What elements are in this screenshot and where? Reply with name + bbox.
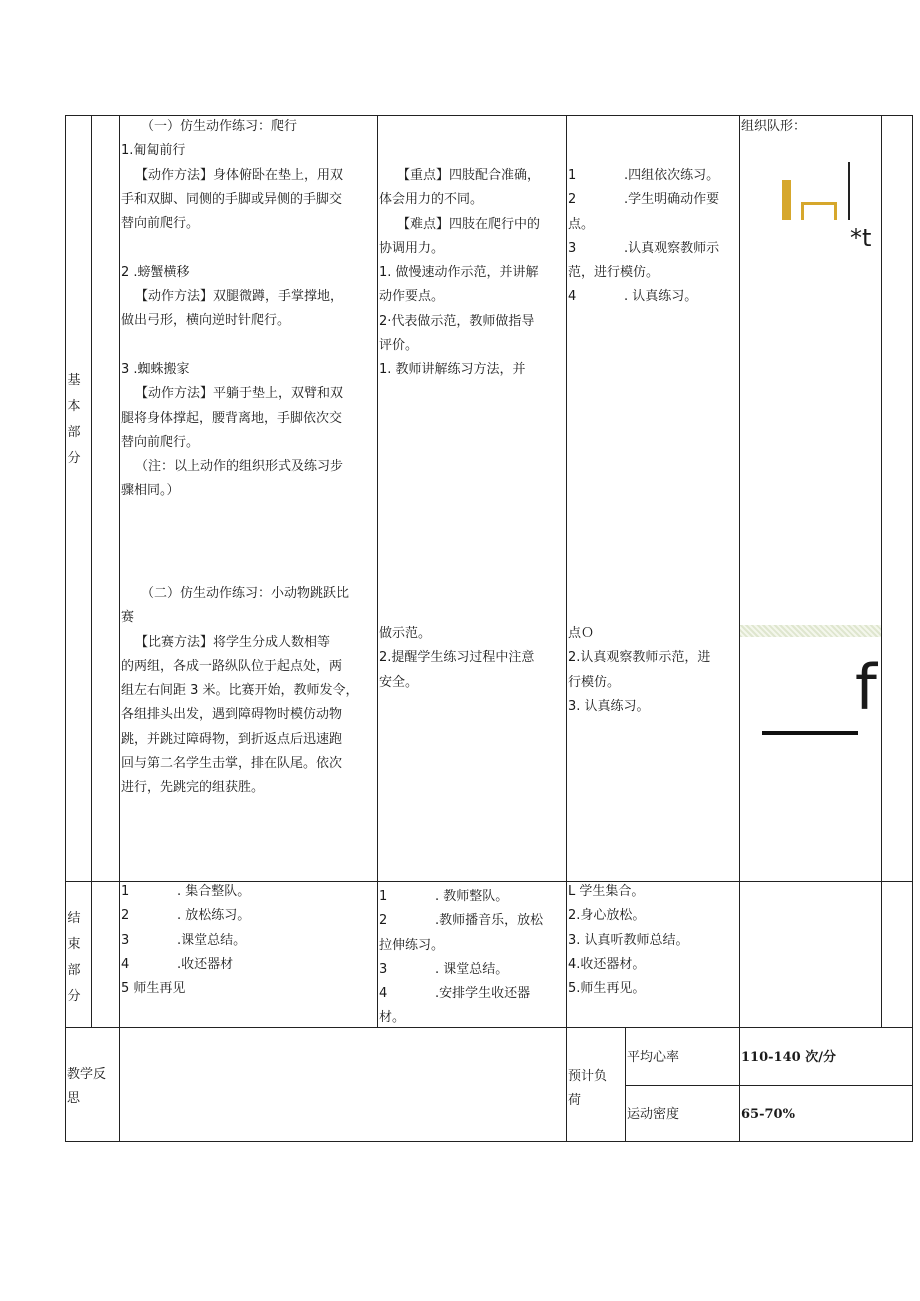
text-line: 进行，先跳完的组获胜。	[121, 780, 265, 796]
basic-student-bottom	[568, 622, 710, 719]
basic-teacher-bottom	[379, 622, 534, 695]
text-line: 跳，并跳过障碍物，到折返点后迅速跑	[121, 731, 343, 747]
list-item: 4 . 认真练习。	[568, 289, 698, 305]
reflection-label: 教学反 思	[67, 1067, 107, 1106]
gold-bracket	[801, 202, 837, 220]
list-item: 4.收还器材。	[568, 956, 646, 972]
list-item: 点。	[568, 216, 595, 232]
text-line: 【动作方法】双腿微蹲，手掌撑地，	[135, 289, 344, 305]
text-line	[121, 236, 343, 260]
heart-rate-label: 平均心率	[627, 1050, 680, 1065]
text-line: 的两组，各成一路纵队位于起点处，两	[121, 658, 343, 674]
end-teacher	[379, 885, 543, 1031]
section-end-label: 结 束 部 分	[67, 911, 81, 1004]
list-item: 3 . 课堂总结。	[379, 961, 509, 977]
item-title: 1.匍匐前行	[121, 143, 186, 159]
basic-teacher-top	[379, 164, 540, 383]
list-item: 拉伸练习。	[379, 937, 445, 953]
text-line: 手和双脚、同侧的手脚或异侧的手脚交	[121, 191, 343, 207]
list-item: 3. 认真听教师总结。	[568, 932, 689, 948]
list-item: 1 .四组依次练习。	[568, 168, 720, 183]
text-line: 2.提醒学生练习过程中注意	[379, 650, 535, 666]
text-line: 2·代表做示范，教师做指导	[379, 313, 535, 329]
text-line: 组左右间距 3 米。比赛开始，教师发令，	[121, 683, 359, 699]
text-line: 2.认真观察教师示范，进	[568, 650, 711, 666]
text-line: 【动作方法】平躺于垫上，双臂和双	[135, 386, 344, 402]
list-item: 范，进行模仿。	[568, 265, 660, 281]
text-line: 1. 做慢速动作示范，并讲解	[379, 265, 539, 281]
list-item: 3 .课堂总结。	[121, 932, 247, 948]
list-item: 2 . 放松练习。	[121, 908, 251, 924]
text-line: 动作要点。	[379, 289, 445, 305]
list-item: 材。	[379, 1010, 406, 1026]
list-item: 4 .收还器材	[121, 956, 234, 972]
text-line: 赛	[121, 610, 135, 626]
text-line: 评价。	[379, 338, 419, 354]
difficulty: 【难点】四肢在爬行中的	[397, 216, 541, 232]
list-item: 4 .安排学生收还器	[379, 986, 531, 1002]
section-basic-label: 基 本 部 分	[67, 373, 81, 466]
basic-content-top	[121, 115, 343, 504]
end-student	[568, 880, 689, 1001]
text-line: 回与第二名学生击掌，排在队尾。依次	[121, 756, 343, 772]
basic-student-top	[568, 164, 719, 310]
basic-content-bottom	[121, 582, 359, 801]
org-mark-1: *t	[850, 224, 872, 252]
org-mark-2: f	[855, 651, 877, 724]
subheading: （一）仿生动作练习：爬行	[141, 119, 298, 134]
heart-rate-value: 110-140 次/分	[741, 1050, 836, 1065]
org-label: 组织队形：	[741, 119, 807, 134]
density-value: 65-70%	[741, 1107, 795, 1122]
list-item: 5 师生再见	[121, 981, 186, 997]
list-item: 1 . 集合整队。	[121, 884, 251, 899]
text-line: 各组排头出发，遇到障碍物时模仿动物	[121, 707, 343, 723]
text-line: 替向前爬行。	[121, 434, 200, 450]
list-item: L 学生集合。	[568, 884, 645, 899]
list-item: 1 . 教师整队。	[379, 889, 509, 904]
text-line: 1. 教师讲解练习方法，并	[379, 362, 526, 378]
note-line: （注：以上动作的组织形式及练习步	[135, 459, 344, 475]
text-line: 行模仿。	[568, 674, 621, 690]
hatched-band	[740, 625, 881, 637]
gold-bar-left	[782, 180, 791, 220]
item-title: 3 .蜘蛛搬家	[121, 361, 190, 377]
text-line: 体会用力的不同。	[379, 192, 484, 208]
end-content	[121, 880, 250, 1001]
key-point: 【重点】四肢配合准确，	[397, 168, 541, 183]
text-line: 【动作方法】身体俯卧在垫上，用双	[135, 167, 344, 183]
text-line: 点Ｏ	[568, 626, 595, 641]
black-underline	[762, 731, 858, 735]
black-rule	[848, 162, 850, 220]
text-line: 安全。	[379, 674, 419, 690]
text-line	[121, 334, 343, 358]
item-title: 2 .螃蟹横移	[121, 264, 190, 280]
list-item: 2.身心放松。	[568, 908, 646, 924]
list-item: 3 .认真观察教师示	[568, 240, 720, 256]
text-line: 【比赛方法】将学生分成人数相等	[135, 634, 331, 650]
list-item: 2 .学生明确动作要	[568, 192, 720, 208]
note-line: 骤相同。）	[121, 483, 180, 499]
load-label: 预计负 荷	[568, 1069, 608, 1108]
text-line: 做示范。	[379, 626, 432, 641]
density-label: 运动密度	[627, 1107, 680, 1122]
text-line: 替向前爬行。	[121, 216, 200, 232]
list-item: 5.师生再见。	[568, 981, 646, 997]
text-line: 腿将身体撑起，腰背离地，手脚依次交	[121, 410, 343, 426]
list-item: 2 .教师播音乐，放松	[379, 913, 544, 929]
subheading: （二）仿生动作练习：小动物跳跃比	[141, 586, 350, 601]
text-line: 做出弓形，横向逆时针爬行。	[121, 313, 291, 329]
text-line: 3. 认真练习。	[568, 698, 650, 714]
text-line: 协调用力。	[379, 240, 445, 256]
